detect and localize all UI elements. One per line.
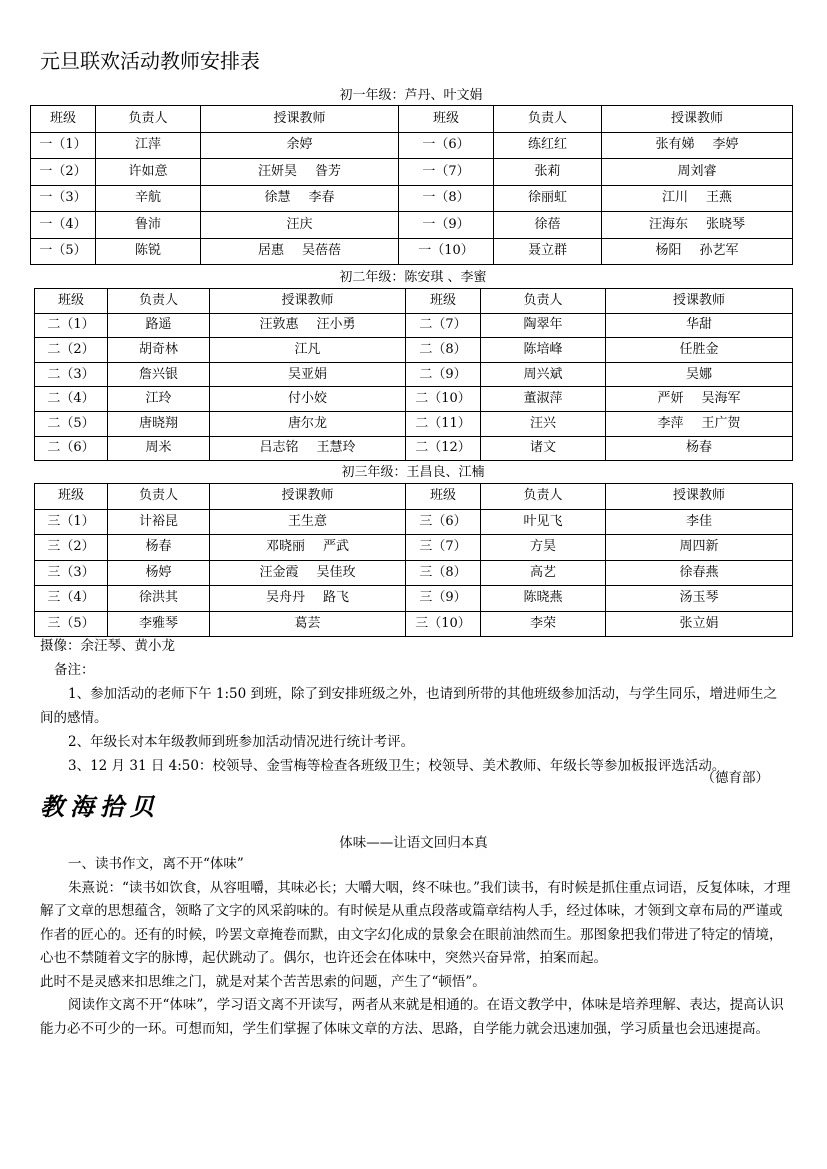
class-cell: 二（4）: [35, 387, 108, 412]
table-row: [35, 560, 793, 586]
class-cell: 三（4）: [35, 586, 108, 612]
teacher-name: 江川: [661, 190, 688, 206]
teachers-cell: [210, 586, 406, 612]
class-cell: 一（2）: [31, 159, 96, 186]
teacher-name: 华甜: [685, 317, 712, 333]
class-cell: 一（5）: [31, 238, 96, 265]
leader-cell: 杨春: [108, 535, 210, 561]
column-header: 负责人: [108, 484, 210, 510]
teacher-name: 汪海东: [648, 216, 688, 232]
class-cell: 二（1）: [35, 313, 108, 338]
teachers-cell: [606, 362, 793, 387]
teachers-cell: [606, 338, 793, 363]
column-header: 班级: [406, 484, 481, 510]
column-header: 班级: [31, 106, 96, 133]
grade2-caption: 初二年级：陈安琪 、李蜜: [339, 270, 487, 285]
teachers-cell: [602, 185, 793, 212]
teacher-name: 汪妍昊: [257, 163, 297, 179]
class-cell: 三（1）: [35, 509, 108, 535]
teachers-cell: [602, 238, 793, 265]
table-row: [35, 313, 793, 338]
teacher-name: 孙艺军: [699, 243, 739, 259]
teacher-name: 江凡: [294, 341, 321, 357]
teachers-cell: [210, 338, 406, 363]
leader-cell: 徐蓓: [494, 212, 602, 239]
leader-cell: 路遥: [108, 313, 210, 338]
column-header: 授课教师: [602, 106, 793, 133]
leader-cell: 李荣: [481, 611, 606, 637]
leader-cell: 叶见飞: [481, 509, 606, 535]
teachers-cell: [210, 611, 406, 637]
section-title: 教海拾贝: [40, 792, 160, 821]
teacher-name: 王广贺: [701, 415, 741, 431]
leader-cell: 陶翠年: [481, 313, 606, 338]
leader-cell: 周兴斌: [481, 362, 606, 387]
teacher-name: 吴海军: [701, 391, 741, 407]
teachers-cell: [606, 387, 793, 412]
leader-cell: 陈晓燕: [481, 586, 606, 612]
leader-cell: 汪兴: [481, 411, 606, 436]
teachers-cell: [201, 132, 399, 159]
column-header: 负责人: [96, 106, 201, 133]
teachers-cell: [606, 535, 793, 561]
article-paragraph-3: 阅读作文离不开“体味”，学习语文离不开读写，两者从来就是相通的。在语文教学中，体味是培养理解、表达，提高认识能力必不可少的一环。可想而知，学生们掌握了体味文章的方法、思路，自学能力就会迅速加强，学习质量也会迅速提高。: [40, 997, 784, 1037]
teacher-name: 付小姣: [287, 391, 327, 407]
teacher-name: 吴舟丹: [265, 590, 305, 606]
class-cell: 一（3）: [31, 185, 96, 212]
teachers-cell: [606, 436, 793, 461]
column-header: 负责人: [481, 484, 606, 510]
leader-cell: 徐丽虹: [494, 185, 602, 212]
teacher-name: 张立娟: [679, 615, 719, 631]
teacher-name: 居惠: [257, 243, 284, 259]
teacher-name: 杨阳: [655, 243, 682, 259]
table-row: [35, 611, 793, 637]
class-cell: 三（2）: [35, 535, 108, 561]
teacher-name: 张有娣: [655, 137, 695, 153]
teachers-cell: [201, 212, 399, 239]
class-cell: 二（5）: [35, 411, 108, 436]
class-cell: 二（12）: [406, 436, 481, 461]
teacher-name: 吴蓓蓓: [302, 243, 342, 259]
leader-cell: 董淑萍: [481, 387, 606, 412]
class-cell: 二（2）: [35, 338, 108, 363]
grade3-caption: 初三年级：王昌良、江楠: [341, 465, 485, 480]
table-row: [31, 159, 793, 186]
class-cell: 三（7）: [406, 535, 481, 561]
teachers-cell: [602, 212, 793, 239]
teachers-cell: [210, 387, 406, 412]
note-item-3: 3、12 月 31 日 4:50：校领导、金雪梅等检查各班级卫生；校领导、美术教师、年级长等参加板报评选活动。: [68, 758, 726, 774]
article-paragraph-1: 朱熹说：“读书如饮食，从容咀嚼，其味必长；大嚼大咽，终不味也。”我们读书，有时候是抓住重点词语，反复体味，才理解了文章的思想蕴含，领略了文字的风采韵味的。有时候是从重点段落或篇章结构人手，经过体味，才领到文章布局的严谨或作者的匠心的。还有的时候，吟罢文章掩卷而默，由文字幻化成的景象会在眼前油然而生。那图象把我们带进了特定的情境，心也不禁随着文字的脉博，起伏跳动了。偶尔，也许还会在体味中，突然兴奋异常，拍案而起。: [40, 879, 791, 966]
class-cell: 一（1）: [31, 132, 96, 159]
table-row: [31, 238, 793, 265]
notes: [40, 634, 790, 778]
leader-cell: 高艺: [481, 560, 606, 586]
leader-cell: 诸文: [481, 436, 606, 461]
teacher-name: 李春: [308, 190, 335, 206]
teacher-name: 余婷: [286, 137, 313, 153]
grade1-table: [30, 105, 793, 265]
grade3-table: [34, 483, 793, 637]
header-row: [35, 484, 793, 510]
leader-cell: 陈培峰: [481, 338, 606, 363]
class-cell: 三（9）: [406, 586, 481, 612]
column-header: 班级: [35, 484, 108, 510]
teachers-cell: [201, 159, 399, 186]
notes-label: 备注：: [54, 662, 95, 678]
article-title: 体味——让语文回归本真: [339, 835, 488, 851]
class-cell: 三（10）: [406, 611, 481, 637]
teachers-cell: [606, 586, 793, 612]
class-cell: 一（4）: [31, 212, 96, 239]
teachers-cell: [210, 411, 406, 436]
column-header: 班级: [399, 106, 494, 133]
class-cell: 三（6）: [406, 509, 481, 535]
column-header: 授课教师: [210, 289, 406, 314]
teachers-cell: [210, 560, 406, 586]
leader-cell: 周米: [108, 436, 210, 461]
class-cell: 一（9）: [399, 212, 494, 239]
teacher-name: 王燕: [706, 190, 733, 206]
header-row: [31, 106, 793, 133]
leader-cell: 江玲: [108, 387, 210, 412]
teacher-name: 张晓琴: [706, 216, 746, 232]
teacher-name: 严妍: [657, 391, 684, 407]
teacher-name: 李婷: [712, 137, 739, 153]
teacher-name: 杨春: [685, 440, 712, 456]
column-header: 负责人: [481, 289, 606, 314]
teachers-cell: [606, 611, 793, 637]
teachers-cell: [201, 238, 399, 265]
photographers: 摄像：余汪琴、黄小龙: [40, 638, 175, 654]
teachers-cell: [210, 509, 406, 535]
table-row: [31, 185, 793, 212]
leader-cell: 徐洪其: [108, 586, 210, 612]
teacher-name: 吴亚娟: [287, 366, 327, 382]
class-cell: 二（7）: [406, 313, 481, 338]
teacher-name: 汤玉琴: [679, 590, 719, 606]
leader-cell: 聂立群: [494, 238, 602, 265]
column-header: 授课教师: [606, 484, 793, 510]
signature: （德育部）: [701, 770, 769, 786]
teacher-name: 王生意: [287, 513, 327, 529]
class-cell: 二（11）: [406, 411, 481, 436]
teacher-name: 徐春燕: [679, 564, 719, 580]
class-cell: 三（3）: [35, 560, 108, 586]
column-header: 授课教师: [606, 289, 793, 314]
teacher-name: 王慧玲: [316, 440, 356, 456]
leader-cell: 练红红: [494, 132, 602, 159]
teacher-name: 李萍: [657, 415, 684, 431]
leader-cell: 陈锐: [96, 238, 201, 265]
class-cell: 二（10）: [406, 387, 481, 412]
leader-cell: 鲁沛: [96, 212, 201, 239]
teacher-name: 吕志铭: [259, 440, 299, 456]
teacher-name: 吴佳玫: [316, 564, 356, 580]
teacher-name: 邓晓丽: [265, 539, 305, 555]
teacher-name: 严武: [323, 539, 350, 555]
leader-cell: 杨婷: [108, 560, 210, 586]
teachers-cell: [606, 509, 793, 535]
teachers-cell: [210, 362, 406, 387]
teacher-name: 汪金霞: [259, 564, 299, 580]
leader-cell: 辛航: [96, 185, 201, 212]
class-cell: 三（5）: [35, 611, 108, 637]
teacher-name: 昝芳: [315, 163, 342, 179]
teachers-cell: [201, 185, 399, 212]
note-item-1: 1、参加活动的老师下午 1:50 到班，除了到安排班级之外，也请到所带的其他班级参加活动，与学生同乐，增进师生之间的感情。: [40, 686, 777, 726]
article-body: [40, 853, 792, 1041]
leader-cell: 詹兴银: [108, 362, 210, 387]
leader-cell: 唐晓翔: [108, 411, 210, 436]
leader-cell: 李雅琴: [108, 611, 210, 637]
table-row: [35, 362, 793, 387]
column-header: 授课教师: [210, 484, 406, 510]
teachers-cell: [606, 411, 793, 436]
teacher-name: 唐尔龙: [287, 415, 327, 431]
class-cell: 二（8）: [406, 338, 481, 363]
teachers-cell: [210, 313, 406, 338]
teachers-cell: [602, 159, 793, 186]
teacher-name: 周四新: [679, 539, 719, 555]
teacher-name: 任胜金: [679, 341, 719, 357]
teacher-name: 汪小勇: [316, 317, 356, 333]
page-title: 元旦联欢活动教师安排表: [40, 49, 260, 73]
leader-cell: 张莉: [494, 159, 602, 186]
grade1-caption: 初一年级：芦丹、叶文娟: [339, 88, 483, 103]
leader-cell: 江萍: [96, 132, 201, 159]
class-cell: 二（9）: [406, 362, 481, 387]
article-heading: 一、读书作文，离不开“体味”: [68, 856, 244, 872]
teachers-cell: [210, 436, 406, 461]
table-row: [35, 509, 793, 535]
leader-cell: 方昊: [481, 535, 606, 561]
table-row: [31, 132, 793, 159]
teacher-name: 周刘睿: [677, 163, 717, 179]
table-row: [35, 338, 793, 363]
table-row: [35, 387, 793, 412]
column-header: 班级: [406, 289, 481, 314]
teachers-cell: [210, 535, 406, 561]
table-row: [31, 212, 793, 239]
column-header: 负责人: [108, 289, 210, 314]
column-header: 负责人: [494, 106, 602, 133]
teacher-name: 路飞: [323, 590, 350, 606]
leader-cell: 胡奇林: [108, 338, 210, 363]
teacher-name: 吴娜: [685, 366, 712, 382]
class-cell: 一（6）: [399, 132, 494, 159]
table-row: [35, 535, 793, 561]
teacher-name: 葛芸: [294, 615, 321, 631]
article-paragraph-2: 此时不是灵感来扣思维之门，就是对某个苦苦思索的问题，产生了“顿悟”。: [40, 973, 486, 990]
class-cell: 二（6）: [35, 436, 108, 461]
leader-cell: 计裕昆: [108, 509, 210, 535]
class-cell: 三（8）: [406, 560, 481, 586]
teachers-cell: [606, 313, 793, 338]
note-item-2: 2、年级长对本年级教师到班参加活动情况进行统计考评。: [68, 734, 415, 750]
class-cell: 一（8）: [399, 185, 494, 212]
teacher-name: 徐慧: [264, 190, 291, 206]
class-cell: 一（7）: [399, 159, 494, 186]
column-header: 班级: [35, 289, 108, 314]
teacher-name: 汪敦惠: [259, 317, 299, 333]
teachers-cell: [602, 132, 793, 159]
header-row: [35, 289, 793, 314]
teachers-cell: [606, 560, 793, 586]
column-header: 授课教师: [201, 106, 399, 133]
class-cell: 二（3）: [35, 362, 108, 387]
table-row: [35, 436, 793, 461]
teacher-name: 李佳: [685, 513, 712, 529]
table-row: [35, 411, 793, 436]
grade2-table: [34, 288, 793, 461]
leader-cell: 许如意: [96, 159, 201, 186]
table-row: [35, 586, 793, 612]
teacher-name: 汪庆: [286, 216, 313, 232]
class-cell: 一（10）: [399, 238, 494, 265]
